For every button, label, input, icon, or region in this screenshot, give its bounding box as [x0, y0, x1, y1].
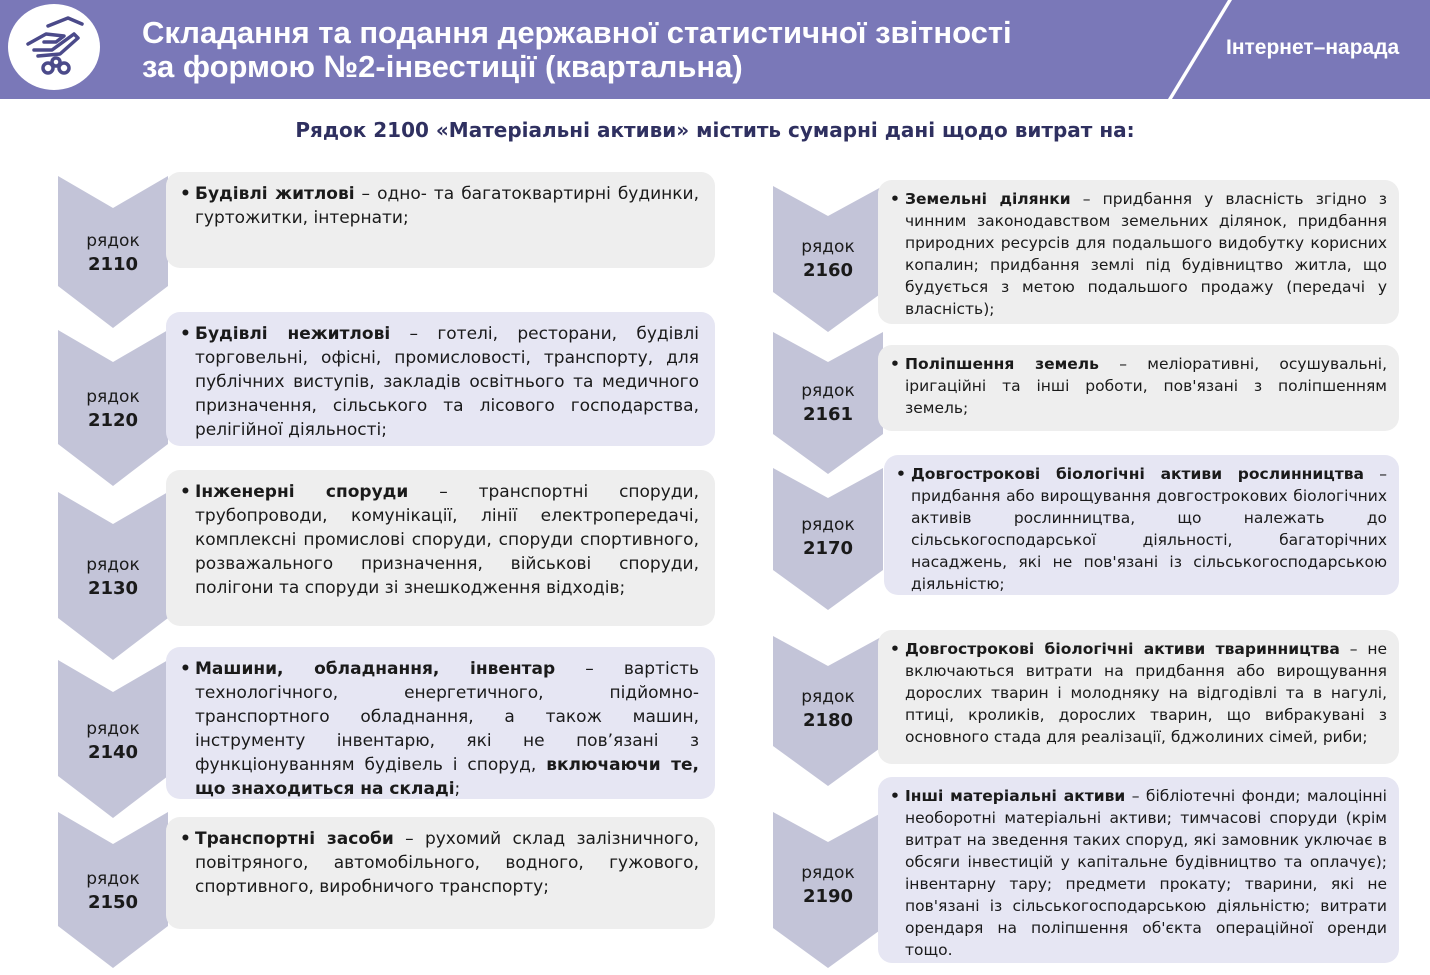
- row-word: рядок: [801, 237, 855, 257]
- row-number: 2180: [802, 710, 854, 731]
- category-description: вартість технологічного, енергетичного, підйомно-транспортного обладнання, а також машин, інструменту інвентарю, які не пов’язані з функціонуванням будівель і споруд,: [195, 659, 699, 775]
- row-number: 2161: [802, 404, 854, 425]
- separator: –: [393, 829, 425, 849]
- row-arrow: [773, 468, 883, 610]
- category-description: меліоративні, осушувальні, іригаційні та інші роботи, пов'язані з поліпшенням земель;: [905, 355, 1388, 417]
- category-item: [180, 480, 699, 600]
- category-term: Земельні ділянки: [905, 190, 1071, 208]
- row-number: 2150: [87, 892, 139, 913]
- page-title: [142, 16, 1012, 84]
- category-item: [180, 182, 699, 230]
- category-term: Довгострокові біологічні активи тваринництва: [905, 640, 1340, 658]
- separator: –: [1125, 787, 1146, 805]
- category-item: [890, 638, 1387, 748]
- subtitle: Рядок 2100 «Матеріальні активи» містить сумарні дані щодо витрат на:: [295, 118, 1135, 142]
- row-arrow: [773, 186, 883, 332]
- event-label: Інтернет–нарада: [1226, 36, 1400, 59]
- row-number: 2170: [802, 538, 854, 559]
- row-arrow: [773, 636, 883, 786]
- category-item: [896, 463, 1387, 595]
- category-term: Будівлі житлові: [195, 184, 355, 204]
- category-card: [878, 180, 1399, 324]
- row-word: рядок: [801, 863, 855, 883]
- row-number: 2190: [802, 886, 854, 907]
- category-item: [180, 322, 699, 442]
- row-number: 2160: [802, 260, 854, 281]
- category-item: [180, 657, 699, 801]
- row-word: рядок: [801, 687, 855, 707]
- category-description: транспортні споруди, трубопроводи, комунікації, лінії електропередачі, комплексні промислові споруди, споруди спортивного, розважального призначення, військові споруди, полігони та споруди зі знешкодження відходів;: [195, 482, 699, 598]
- row-number: 2130: [87, 578, 139, 599]
- category-term: Транспортні засоби: [195, 829, 394, 849]
- row-number: 2140: [87, 742, 139, 763]
- row-arrow: [773, 332, 883, 474]
- category-term: Машини, обладнання, інвентар: [195, 659, 556, 679]
- row-arrow: [58, 492, 168, 660]
- row-word: рядок: [801, 515, 855, 535]
- logo: [8, 4, 100, 90]
- category-card: [878, 345, 1399, 431]
- category-card: [166, 817, 715, 929]
- row-arrow: [58, 330, 168, 486]
- row-word: рядок: [86, 231, 140, 251]
- hand-coins-icon: [8, 4, 100, 90]
- category-card: [166, 470, 715, 626]
- separator: –: [1098, 355, 1148, 373]
- category-term: Будівлі нежитлові: [195, 324, 391, 344]
- row-word: рядок: [801, 381, 855, 401]
- category-description: придбання або вирощування довгострокових біологічних активів рослинництва, що належать до сільськогосподарської діяльності, багаторічних насаджень, які не пов'язані із сільськогосподарською діяльністю;: [911, 487, 1387, 593]
- category-item: [890, 785, 1387, 961]
- category-card: [166, 647, 715, 799]
- row-word: рядок: [86, 869, 140, 889]
- category-tail: включаючи те, що знаходиться на складі: [195, 755, 699, 799]
- category-card: [878, 777, 1399, 963]
- category-term: Інженерні споруди: [195, 482, 409, 502]
- separator: –: [390, 324, 438, 344]
- category-term: Довгострокові біологічні активи рослинництва: [911, 465, 1364, 483]
- category-description: рухомий склад залізничного, повітряного, автомобільного, водного, гужового, спортивного, виробничого транспорту;: [195, 829, 699, 897]
- row-arrow: [58, 176, 168, 328]
- separator: –: [408, 482, 479, 502]
- row-word: рядок: [86, 555, 140, 575]
- category-description: одно- та багатоквартирні будинки, гуртожитки, інтернати;: [195, 184, 699, 228]
- row-word: рядок: [86, 719, 140, 739]
- category-item: [890, 353, 1387, 419]
- row-arrow: [58, 660, 168, 818]
- category-description: не включаються витрати на придбання або вирощування дорослих тварин і молодняку на відгодівлі та в нагулі, птиці, кроликів, дорослих тварин, що вибракувані з основного стада для реалізації, бджолиних сімей, риби;: [905, 640, 1387, 746]
- category-description: готелі, ресторани, будівлі торговельні, офісні, промисловості, транспорту, для публічних виступів, закладів освітнього та медичного призначення, сільського та лісового господарства, релігійної діяльності;: [195, 324, 699, 440]
- header-banner: [0, 0, 1430, 99]
- category-card: [166, 312, 715, 446]
- separator: –: [354, 184, 378, 204]
- separator: –: [555, 659, 624, 679]
- category-term: Поліпшення земель: [905, 355, 1099, 373]
- row-number: 2110: [87, 254, 139, 275]
- category-end: ;: [454, 779, 461, 799]
- category-description: бібліотечні фонди; малоцінні необоротні матеріальні активи; тимчасові споруди (крім витрат на зведення таких споруд, які замовник уключає в обсяги інвестицій у капітальне будівництво та оплачує); інвентарну тару; предмети прокату; тварини, які не пов'язані із сільськогосподарською діяльністю; витрати орендаря на поліпшення об'єкта операційної оренди тощо.: [905, 787, 1387, 959]
- separator: –: [1363, 465, 1387, 483]
- category-term: Інші матеріальні активи: [905, 787, 1126, 805]
- page-title-line1: Складання та подання державної статистичної звітності: [142, 15, 1012, 50]
- separator: –: [1339, 640, 1368, 658]
- category-item: [180, 827, 699, 899]
- separator: –: [1070, 190, 1103, 208]
- category-card: [166, 172, 715, 268]
- row-arrow: [58, 812, 168, 968]
- row-number: 2120: [87, 410, 139, 431]
- row-word: рядок: [86, 387, 140, 407]
- category-description: придбання у власність згідно з чинним законодавством земельних ділянок, придбання природних ресурсів для подальшого видобутку корисних копалин; придбання землі під будівництво житла, що будується з метою подальшого продажу (передачі у власність);: [905, 190, 1388, 318]
- row-arrow: [773, 812, 883, 968]
- category-card: [878, 630, 1399, 764]
- category-item: [890, 188, 1387, 320]
- category-card: [884, 455, 1399, 595]
- page-title-line2: за формою №2-інвестиції (квартальна): [142, 49, 743, 84]
